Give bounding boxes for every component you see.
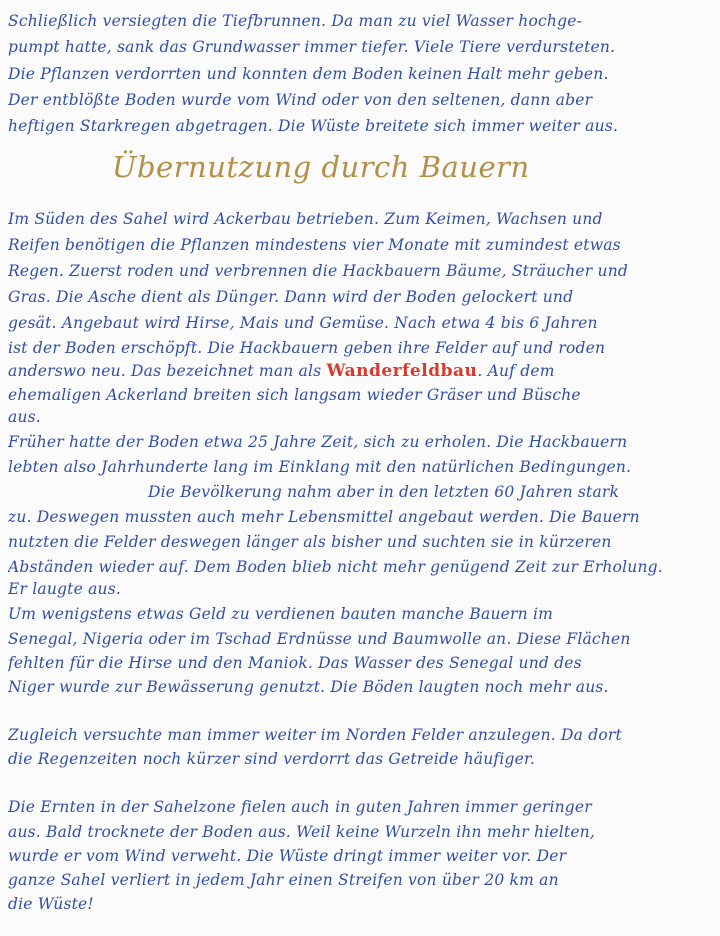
para1-line-9: aus. (8, 408, 41, 426)
intro-line-4: Der entblößte Boden wurde vom Wind oder von den seltenen, dann aber (8, 91, 593, 109)
para2-line-2: lebten also Jahrhunderte lang im Einklang mit den natürlichen Bedingungen. (8, 458, 632, 476)
para2-line-5: nutzten die Felder deswegen länger als bisher und suchten sie in kürzeren (8, 533, 612, 551)
intro-line-1: Schließlich versiegten die Tiefbrunnen. Da man zu viel Wasser hochge- (8, 12, 583, 30)
para1-line-6: ist der Boden erschöpft. Die Hackbauern geben ihre Felder auf und roden (8, 339, 606, 357)
para3-line-4: Niger wurde zur Bewässerung genutzt. Die Böden laugten noch mehr aus. (8, 678, 609, 696)
para4-line-2: die Regenzeiten noch kürzer sind verdorrt das Getreide häufiger. (8, 750, 536, 768)
para1-line-1: Im Süden des Sahel wird Ackerbau betrieben. Zum Keimen, Wachsen und (8, 210, 603, 228)
para1-line-7 (8, 360, 714, 382)
para1-line-3: Regen. Zuerst roden und verbrennen die Hackbauern Bäume, Sträucher und (8, 262, 628, 280)
para2-line-3: Die Bevölkerung nahm aber in den letzten 60 Jahren stark (148, 483, 620, 501)
para1-line-7-end: . Auf dem (477, 362, 555, 380)
para5-line-4: ganze Sahel verliert in jedem Jahr einen Streifen von über 20 km an (8, 871, 559, 889)
para3-line-3: fehlten für die Hirse und den Maniok. Das Wasser des Senegal und des (8, 654, 582, 672)
para5-line-2: aus. Bald trocknete der Boden aus. Weil keine Wurzeln ihn mehr hielten, (8, 823, 595, 841)
para5-line-3: wurde er vom Wind verweht. Die Wüste dringt immer weiter vor. Der (8, 847, 567, 865)
para2-line-4: zu. Deswegen mussten auch mehr Lebensmittel angebaut werden. Die Bauern (8, 508, 640, 526)
para3-line-1: Um wenigstens etwas Geld zu verdienen bauten manche Bauern im (8, 605, 553, 623)
para1-line-5: gesät. Angebaut wird Hirse, Mais und Gemüse. Nach etwa 4 bis 6 Jahren (8, 314, 598, 332)
para4-line-1: Zugleich versuchte man immer weiter im Norden Felder anzulegen. Da dort (8, 726, 622, 744)
highlight-wanderfeldbau: Wanderfeldbau (326, 361, 478, 381)
intro-line-5: heftigen Starkregen abgetragen. Die Wüste breitete sich immer weiter aus. (8, 117, 619, 135)
para1-line-8: ehemaligen Ackerland breiten sich langsam wieder Gräser und Büsche (8, 386, 581, 404)
para5-line-5: die Wüste! (8, 895, 94, 913)
para3-line-2: Senegal, Nigeria oder im Tschad Erdnüsse und Baumwolle an. Diese Flächen (8, 630, 631, 648)
para5-line-1: Die Ernten in der Sahelzone fielen auch in guten Jahren immer geringer (8, 798, 592, 816)
para1-line-4: Gras. Die Asche dient als Dünger. Dann wird der Boden gelockert und (8, 288, 574, 306)
para1-line-2: Reifen benötigen die Pflanzen mindestens vier Monate mit zumindest etwas (8, 236, 621, 254)
section-heading: Übernutzung durch Bauern (112, 150, 530, 184)
para2-line-6: Abständen wieder auf. Dem Boden blieb nicht mehr genügend Zeit zur Erholung. (8, 558, 663, 576)
para2-line-7: Er laugte aus. (8, 580, 121, 598)
para2-line-1: Früher hatte der Boden etwa 25 Jahre Zeit, sich zu erholen. Die Hackbauern (8, 433, 628, 451)
intro-line-3: Die Pflanzen verdorrten und konnten dem Boden keinen Halt mehr geben. (8, 65, 609, 83)
para1-line-7-start: anderswo neu. Das bezeichnet man als (8, 362, 327, 380)
intro-line-2: pumpt hatte, sank das Grundwasser immer tiefer. Viele Tiere verdursteten. (8, 38, 616, 56)
